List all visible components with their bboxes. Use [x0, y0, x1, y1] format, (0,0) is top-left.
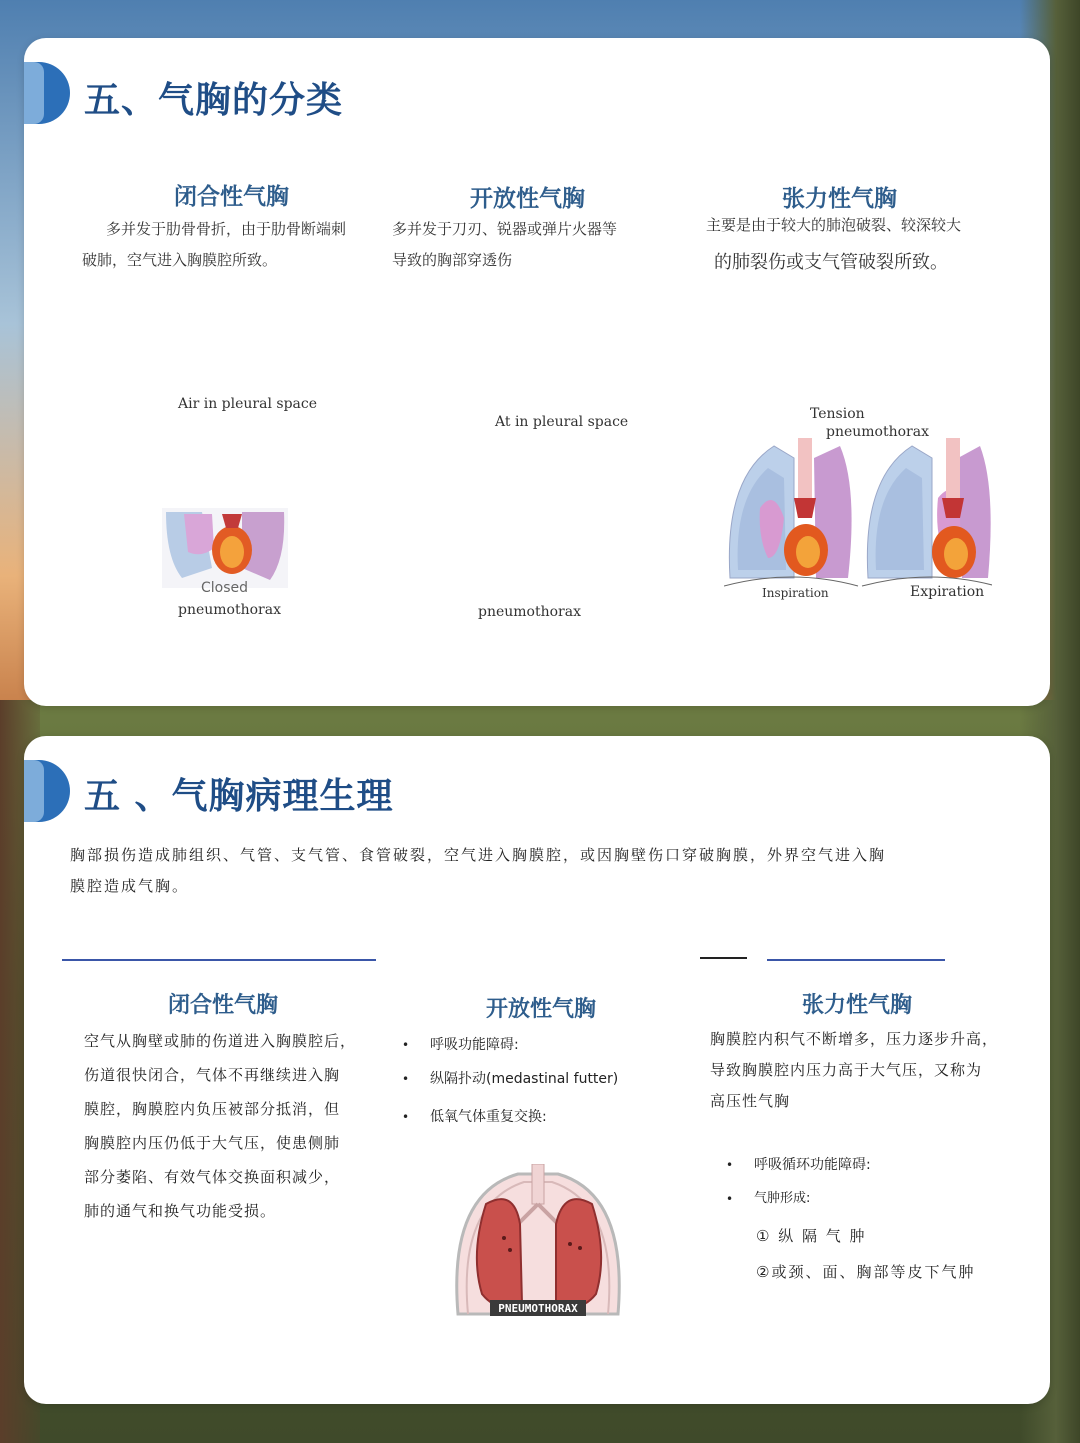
tension-figure-top-label-1: Tension	[810, 406, 865, 422]
closed-pneumothorax-illustration	[162, 508, 288, 588]
lungs-illustration-label: PNEUMOTHORAX	[498, 1302, 578, 1315]
text-line: 空气从胸壁或肺的伤道进入胸膜腔后，	[84, 1032, 357, 1050]
text-line: 部分萎陷、有效气体交换面积减少，	[84, 1168, 341, 1186]
tension-pneumothorax-desc	[706, 210, 1026, 278]
open-pneumothorax-heading: 开放性气胸	[470, 185, 585, 212]
open-figure-caption: pneumothorax	[478, 604, 581, 620]
tension-pneumothorax-heading: 张力性气胸	[782, 185, 897, 212]
sub-item: ②或颈、面、胸部等皮下气肿	[756, 1263, 976, 1281]
tension-figure-inspiration: Inspiration	[762, 586, 829, 600]
open-pneumothorax-heading: 开放性气胸	[486, 997, 597, 1022]
tension-pneumothorax-illustration	[724, 438, 992, 588]
tension-pneumothorax-text	[710, 1024, 1030, 1117]
title-tab-marker	[24, 62, 70, 124]
desc-line: 主要是由于较大的肺泡破裂、较深较大	[706, 216, 962, 234]
section-divider	[700, 957, 747, 959]
tension-pneumothorax-heading: 张力性气胸	[802, 993, 913, 1018]
intro-line: 胸部损伤造成肺组织、气管、支气管、食管破裂，空气进入胸膜腔，或因胸壁伤口穿破胸膜，外界空气进入胸	[70, 846, 887, 864]
slide-classification	[24, 38, 1050, 706]
intro-line: 膜腔造成气胸。	[70, 877, 190, 895]
title-tab-marker	[24, 760, 70, 822]
tension-figure-expiration: Expiration	[910, 584, 985, 600]
intro-paragraph	[70, 840, 1010, 902]
closed-pneumothorax-heading: 闭合性气胸	[168, 993, 279, 1018]
slide-pathophysiology	[24, 736, 1050, 1404]
closed-pneumothorax-text	[84, 1024, 384, 1228]
closed-figure-caption-2: pneumothorax	[178, 602, 281, 618]
text-line: 高压性气胸	[710, 1092, 791, 1110]
slide-title: 五 、气胸病理生理	[84, 776, 394, 817]
open-figure-top-label: At in pleural space	[495, 414, 629, 430]
closed-pneumothorax-heading: 闭合性气胸	[174, 183, 289, 210]
section-divider	[767, 959, 945, 961]
bullet-item: • 呼吸循环功能障碍:	[726, 1148, 871, 1182]
bullet-item: • 气肿形成:	[726, 1182, 871, 1216]
closed-figure-top-label: Air in pleural space	[178, 396, 318, 412]
text-line: 伤道很快闭合，气体不再继续进入胸	[84, 1066, 341, 1084]
bullet-text: 纵隔扑动(medastinal futter)	[430, 1071, 619, 1087]
closed-figure-caption-1: Closed	[201, 580, 249, 596]
text-line: 肺的通气和换气功能受损。	[84, 1202, 277, 1220]
closed-pneumothorax-desc	[82, 214, 382, 276]
tension-figure-top-label-2: pneumothorax	[826, 424, 929, 440]
slide-title: 五、气胸的分类	[84, 80, 344, 121]
bullet-item	[402, 1062, 618, 1096]
text-line: 胸膜腔内积气不断增多，压力逐步升高，	[710, 1030, 999, 1048]
open-pneumothorax-bullets	[402, 1028, 618, 1134]
bullet-item: • 低氧气体重复交换:	[402, 1100, 618, 1134]
desc-line: 多并发于肋骨骨折，由于肋骨断端刺	[106, 220, 347, 238]
text-line: 胸膜腔内压仍低于大气压，使患侧肺	[84, 1134, 341, 1152]
text-line: 导致胸膜腔内压力高于大气压，又称为	[710, 1061, 983, 1079]
open-pneumothorax-desc	[392, 214, 692, 276]
desc-line: 多并发于刀刃、锐器或弹片火器等	[392, 220, 618, 238]
section-divider	[62, 959, 376, 961]
desc-line: 导致的胸部穿透伤	[392, 251, 513, 269]
desc-line: 破肺，空气进入胸膜腔所致。	[82, 251, 278, 269]
bullet-item: • 呼吸功能障碍:	[402, 1028, 618, 1062]
sub-item: ① 纵 隔 气 肿	[756, 1227, 867, 1245]
desc-line: 的肺裂伤或支气管破裂所致。	[714, 252, 948, 273]
text-line: 膜腔，胸膜腔内负压被部分抵消，但	[84, 1100, 341, 1118]
tension-pneumothorax-bullets	[726, 1148, 871, 1216]
emphysema-sublist	[756, 1218, 1036, 1290]
